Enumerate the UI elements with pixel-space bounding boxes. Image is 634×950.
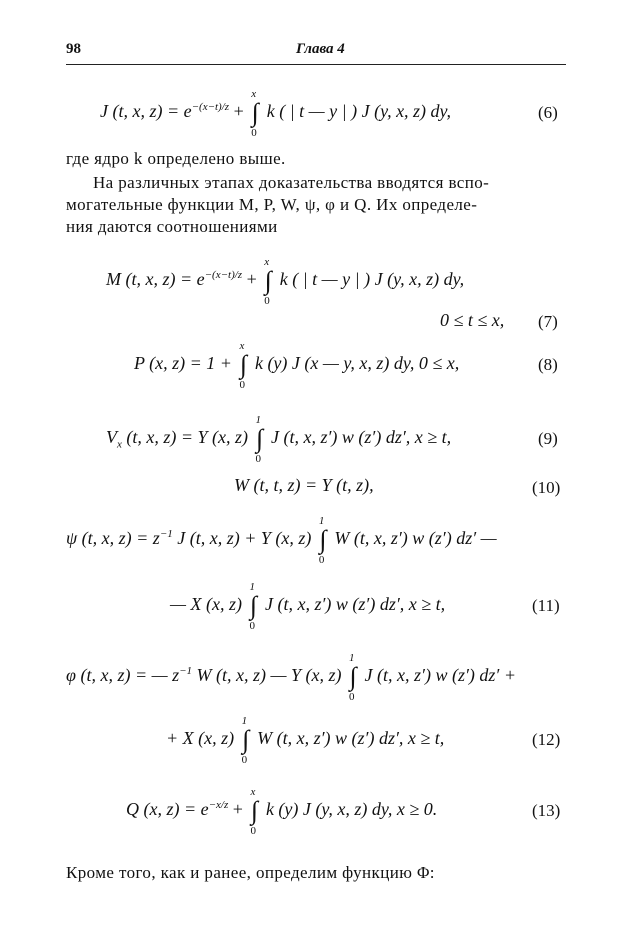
- equation-11-line-1: ψ (t, x, $z) = z^{-1}$ J (t, x, z) + Y (x, z) 1 ∫ 0 W (t, x, z′) w (z′) dz′ —: [66, 515, 497, 566]
- integral-sign: 1 ∫ 0: [241, 715, 250, 766]
- paragraph-line-2: могательные функции M, P, W, ψ, φ и Q. Их определе-: [66, 195, 478, 214]
- integral-sign: x ∫ 0: [264, 256, 272, 307]
- equation-10: W (t, t, z) = Y (t, z),: [234, 475, 374, 495]
- equation-number-11: (11): [532, 596, 560, 615]
- integral-sign: 1 ∫ 0: [255, 414, 264, 465]
- paragraph-line-1: На различных этапах доказательства вводятся вспо-: [93, 173, 490, 192]
- paragraph-kernel: где ядро k определено выше.: [66, 149, 286, 168]
- integral-sign: x ∫ 0: [251, 88, 259, 139]
- equation-12-line-2: + X (x, z) 1 ∫ 0 W (t, x, z′) w (z′) dz′, x ≥ t,: [166, 715, 445, 766]
- equation-8: P (x, z) = 1 + x ∫ 0 k (y) J (x — y, x, z) dy, 0 ≤ x,: [134, 340, 460, 391]
- equation-6: J (t, x, $z) = e^{-(x-t)/z}$ + x ∫ 0 k ( | t — y | ) J (y, x, z) dy,: [100, 88, 452, 139]
- equation-13: Q (x, $z) = e^{-x/z}$ + x ∫ 0 k (y) J (y, x, z) dy, x ≥ 0.: [126, 786, 438, 837]
- equation-7: M (t, x, $z) = e^{-(x-t)/z}$ + x ∫ 0 k ( | t — y | ) J (y, x, z) dy,: [106, 256, 465, 307]
- equation-9: $V_x$ (t, x, z) = Y (x, z) 1 ∫ 0 J (t, x, z′) w (z′) dz′, x ≥ t,: [106, 414, 452, 465]
- integral-sign: 1 ∫ 0: [349, 652, 357, 703]
- equation-12-line-1: φ (t, x, z) = — $z^{-1}$ W (t, x, z) — Y (x, z) 1 ∫ 0 J (t, x, z′) w (z′) dz′ +: [66, 652, 516, 703]
- integral-sign: x ∫ 0: [239, 340, 248, 391]
- equation-number-9: (9): [538, 429, 558, 448]
- equation-number-8: (8): [538, 355, 558, 374]
- integral-sign: 1 ∫ 0: [318, 515, 327, 566]
- chapter-title: Глава 4: [296, 41, 345, 57]
- integral-sign: x ∫ 0: [250, 786, 258, 837]
- header-rule: [66, 64, 566, 65]
- equation-number-12: (12): [532, 730, 561, 749]
- equation-11-line-2: — X (x, z) 1 ∫ 0 J (t, x, z′) w (z′) dz′, x ≥ t,: [170, 581, 446, 632]
- paragraph-closing: Кроме того, как и ранее, определим функцию Φ:: [66, 863, 435, 882]
- equation-7-condition: 0 ≤ t ≤ x,: [440, 310, 505, 330]
- integral-sign: 1 ∫ 0: [249, 581, 258, 632]
- page-number: 98: [66, 41, 81, 57]
- equation-number-7: (7): [538, 312, 558, 331]
- equation-number-13: (13): [532, 801, 561, 820]
- equation-number-10: (10): [532, 478, 561, 497]
- paragraph-line-3: ния даются соотношениями: [66, 217, 278, 236]
- equation-number-6: (6): [538, 103, 558, 122]
